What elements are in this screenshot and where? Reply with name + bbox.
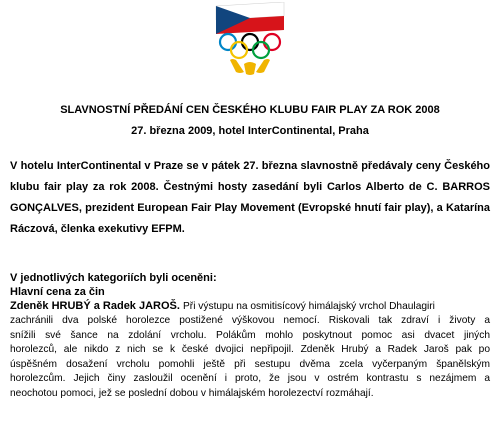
award-first-line (10, 299, 490, 314)
award-category: Hlavní cena za čin (10, 286, 105, 298)
page-title: SLAVNOSTNÍ PŘEDÁNÍ CEN ČESKÉHO KLUBU FAIR PLAY ZA ROK 2008 (60, 104, 440, 116)
event-date-location: 27. března 2009, hotel InterContinental, Praha (131, 125, 369, 137)
czech-olympic-logo (210, 2, 290, 78)
gold-base-icon (230, 59, 270, 75)
award-description-line: horolezců, ale nikdo z nich se k české dvojici nepřipojil. Zdeněk Hrubý a Radek Jaroš pak po (10, 344, 490, 356)
award-winners: Zdeněk HRUBÝ a Radek JAROŠ. (10, 300, 180, 312)
awards-intro: V jednotlivých kategoriích byli oceněni: (10, 272, 217, 284)
award-description-line: úspěšném dosažení vrcholu pomohli ještě při sestupu dvěma zcela vyčerpaným španělským (10, 358, 490, 370)
award-description-start: Při výstupu na osmitisícový himálajský vrchol Dhaulagiri (183, 301, 435, 312)
olympic-rings-icon (220, 34, 280, 58)
intro-line: GONÇALVES, prezident European Fair Play Movement (Evropské hnutí fair play), a Katarína (10, 202, 490, 214)
flag-icon (216, 2, 284, 34)
intro-line: klubu fair play za rok 2008. Čestnými hosty zasedání byli Carlos Alberto de C. BARROS (10, 181, 490, 193)
intro-line: V hotelu InterContinental v Praze se v pátek 27. března slavnostně předávaly ceny Českého (10, 160, 490, 172)
intro-line: Ráczová, členka exekutivy EFPM. (10, 223, 185, 235)
award-description-line: zachránili dva polské horolezce postižené výškovou nemocí. Riskovali tak zdraví i životy a (10, 315, 490, 326)
award-description-line: snížili své šance na zdolání vrcholu. Polákům mohlo poskytnout pomoc asi dvacet jiných (10, 329, 490, 341)
awards-section (10, 271, 490, 402)
intro-paragraph (10, 156, 490, 240)
award-description-line: neochotou pomoci, jež se poslední dobou v himálajském horolezectví rozmáhají. (10, 387, 374, 399)
award-description (10, 314, 490, 402)
award-description-line: horolezcům. Jejich činy zasloužil ocenění i proto, že jsou v ostrém kontrastu s nezájmem a (10, 373, 490, 385)
